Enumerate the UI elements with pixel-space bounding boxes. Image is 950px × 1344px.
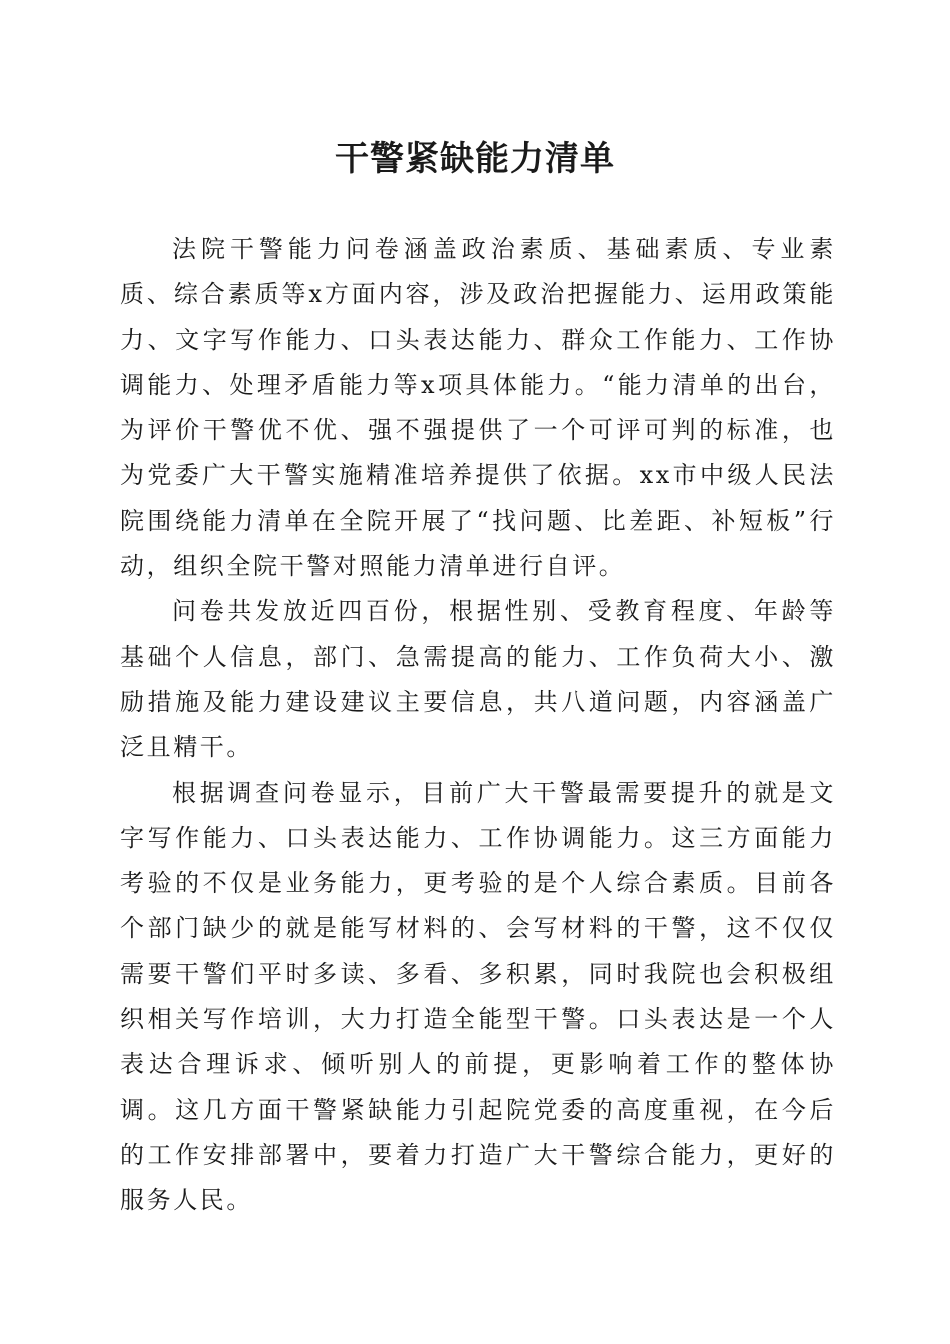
paragraph-3: 根据调查问卷显示，目前广大干警最需要提升的就是文字写作能力、口头表达能力、工作协调能力。这三方面能力考验的不仅是业务能力，更考验的是个人综合素质。目前各个部门缺少的就是能写材料的、会写材料的干警，这不仅仅需要干警们平时多读、多看、多积累，同时我院也会积极组织相关写作培训，大力打造全能型干警。口头表达是一个人表达合理诉求、倾听别人的前提，更影响着工作的整体协调。这几方面干警紧缺能力引起院党委的高度重视，在今后的工作安排部署中，要着力打造广大干警综合能力，更好的服务人民。 [120,778,836,1215]
document-title: 干警紧缺能力清单 [335,139,615,179]
paragraph-2: 问卷共发放近四百份，根据性别、受教育程度、年龄等基础个人信息，部门、急需提高的能力、工作负荷大小、激励措施及能力建设建议主要信息，共八道问题，内容涵盖广泛且精干。 [120,597,836,762]
document-body [120,227,836,1224]
paragraph-1: 法院干警能力问卷涵盖政治素质、基础素质、专业素质、综合素质等x方面内容，涉及政治把握能力、运用政策能力、文字写作能力、口头表达能力、群众工作能力、工作协调能力、处理矛盾能力等x项具体能力。“能力清单的出台，为评价干警优不优、强不强提供了一个可评可判的标准，也为党委广大干警实施精准培养提供了依据。xx市中级人民法院围绕能力清单在全院开展了“找问题、比差距、补短板”行动，组织全院干警对照能力清单进行自评。 [120,235,836,581]
